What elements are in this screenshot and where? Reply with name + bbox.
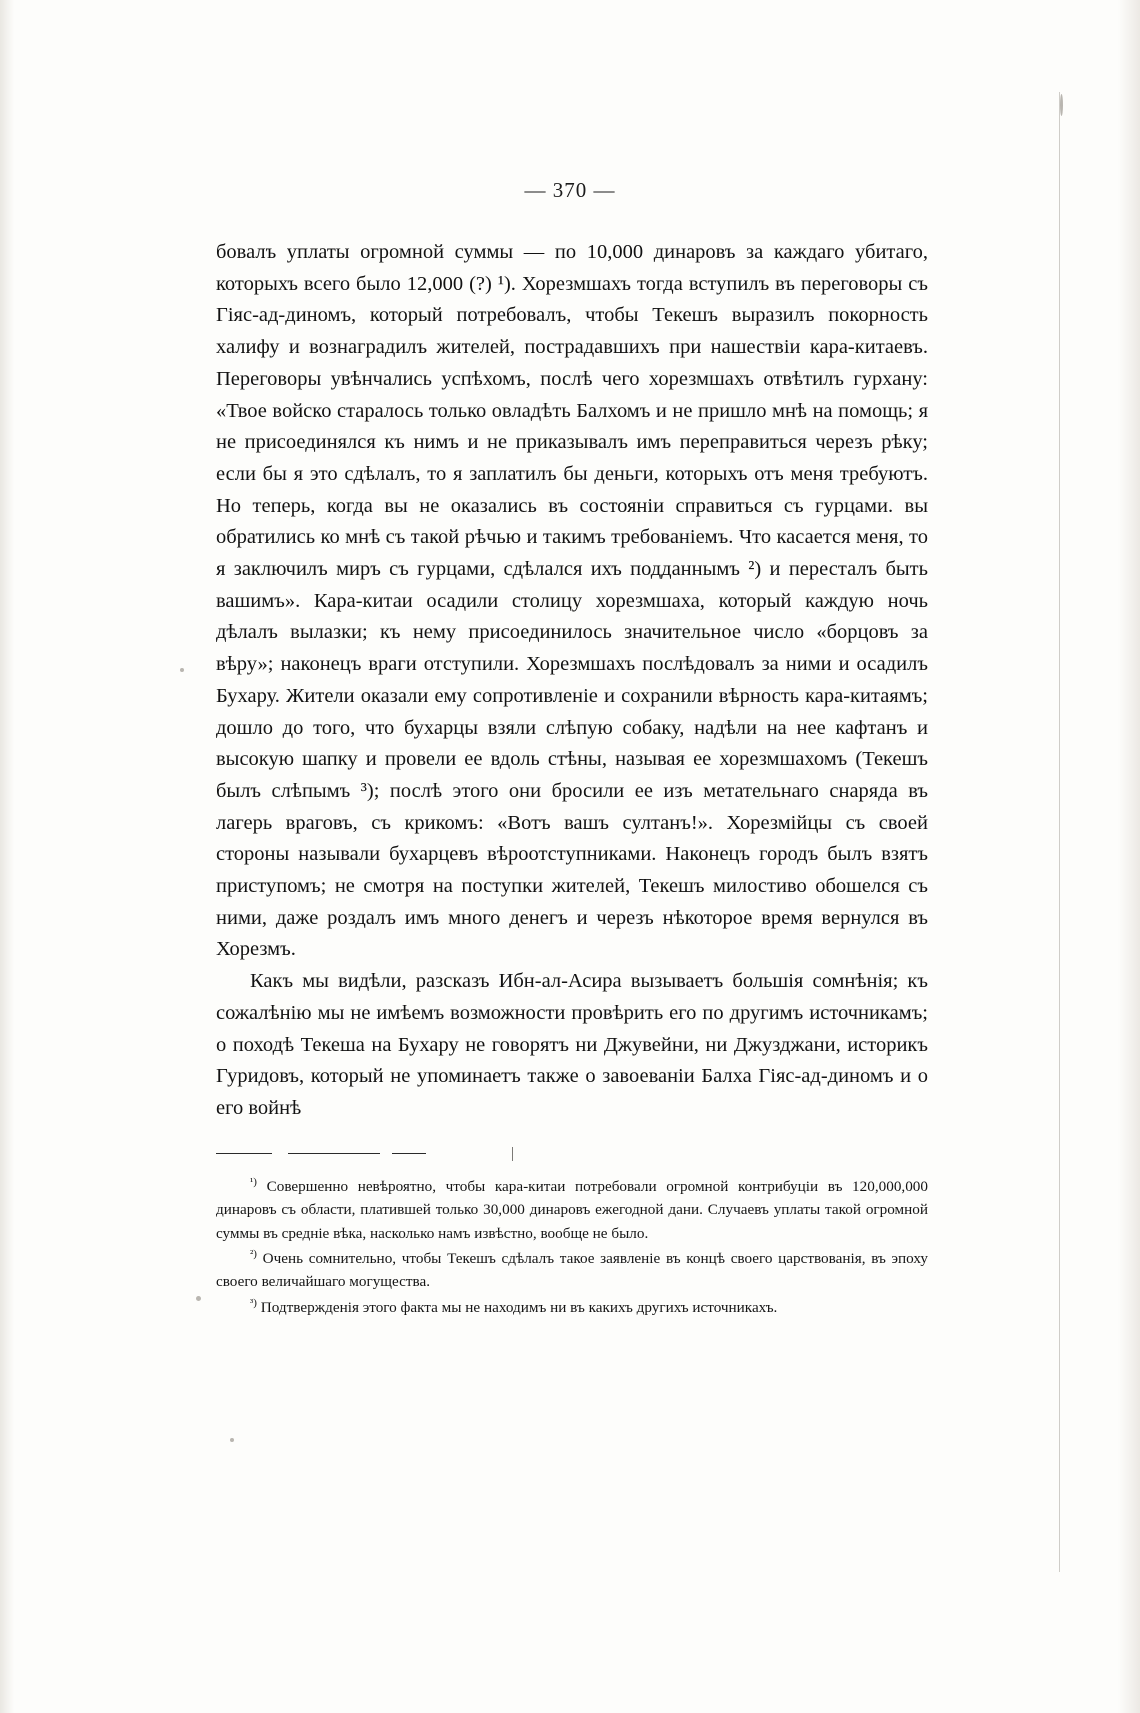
scan-speck xyxy=(230,1438,234,1442)
footnote-tick-mark xyxy=(512,1147,513,1161)
footnote-text: Подтвержденія этого факта мы не находимъ ни въ какихъ другихъ источникахъ. xyxy=(260,1298,778,1316)
footnote-text: Совершенно невѣроятно, чтобы кара-китаи потребовали огромной контрибуціи въ 120,000,000 динаровъ съ области, платившей только 30,000 динаровъ ежегодной дани. Случаевъ уплаты такой огромной суммы въ средніе вѣка, насколько намъ извѣстно, вообще не было. xyxy=(216,1177,928,1242)
footnote-marker: ¹) xyxy=(250,1175,257,1188)
footnote-rule-segment xyxy=(216,1153,272,1155)
footnote-text: Очень сомнительно, чтобы Текешъ сдѣлалъ такое заявленіе въ концѣ своего царствованія, въ эпоху своего величайшаго могущества. xyxy=(216,1249,928,1291)
footnote-item xyxy=(216,1175,928,1245)
footnote-item xyxy=(216,1296,928,1319)
page-number: — 370 — xyxy=(524,178,616,202)
footnote-marker: ²) xyxy=(250,1247,257,1260)
body-text xyxy=(216,237,928,1125)
footnote-marker: ³) xyxy=(250,1296,257,1309)
footnote-rule-segment xyxy=(288,1153,380,1155)
footnote-separator xyxy=(216,1147,496,1161)
paragraph: Какъ мы видѣли, разсказъ Ибн-ал-Асира вызываетъ большія сомнѣнія; къ сожалѣнію мы не имѣемъ возможности провѣрить его по другимъ источникамъ; о походѣ Текеша на Бухару не говорятъ ни Джувейни, ни Джузджани, историкъ Гуридовъ, который не упоминаетъ также о завоеваніи Балха Гіяс-ад-диномъ и о его войнѣ xyxy=(216,970,928,1119)
footnote-item xyxy=(216,1247,928,1294)
paragraph: бовалъ уплаты огромной суммы — по 10,000 динаровъ за каждаго убитаго, которыхъ всего было 12,000 (?) ¹). Хорезмшахъ тогда вступилъ въ переговоры съ Гіяс-ад-диномъ, который потребовалъ, чтобы Текешъ выразилъ покорность халифу и вознаградилъ жителей, пострадавшихъ при нашествіи кара-китаевъ. Переговоры увѣнчались успѣхомъ, послѣ чего хорезмшахъ отвѣтилъ гурхану: «Твое войско старалось только овладѣть Балхомъ и не пришло мнѣ на помощь; я не присоединялся къ нимъ и не приказывалъ имъ переправиться черезъ рѣку; если бы я это сдѣлалъ, то я заплатилъ бы деньги, которыхъ отъ меня требуютъ. Но теперь, когда вы не оказались въ состояніи справиться съ гурцами. вы обратились ко мнѣ съ такой рѣчью и такимъ требованіемъ. Что касается меня, то я заключилъ миръ съ гурцами, сдѣлался ихъ подданнымъ ²) и пересталъ быть вашимъ». Кара-китаи осадили столицу хорезмшаха, который каждую ночь дѣлалъ вылазки; къ нему присоединилось значительное число «борцовъ за вѣру»; наконецъ враги отступили. Хорезмшахъ послѣдовалъ за ними и осадилъ Бухару. Жители оказали ему сопротивленіе и сохранили вѣрность кара-китаямъ; дошло до того, что бухарцы взяли слѣпую собаку, надѣли на нее кафтанъ и высокую шапку и провели ее вдоль стѣны, называя ее хорезмшахомъ (Текешъ былъ слѣпымъ ³); послѣ этого они бросили ее изъ метательнаго снаряда въ лагерь враговъ, съ крикомъ: «Вотъ вашъ султанъ!». Хорезмійцы съ своей стороны называли бухарцевъ вѣроотступниками. Наконецъ городъ былъ взятъ приступомъ; не смотря на поступки жителей, Текешъ милостиво обошелся съ ними, даже роздалъ имъ много денегъ и черезъ нѣкоторое время вернулся въ Хорезмъ. xyxy=(216,241,928,961)
footnote-rule-segment xyxy=(392,1153,426,1155)
footnotes-block xyxy=(216,1175,928,1319)
